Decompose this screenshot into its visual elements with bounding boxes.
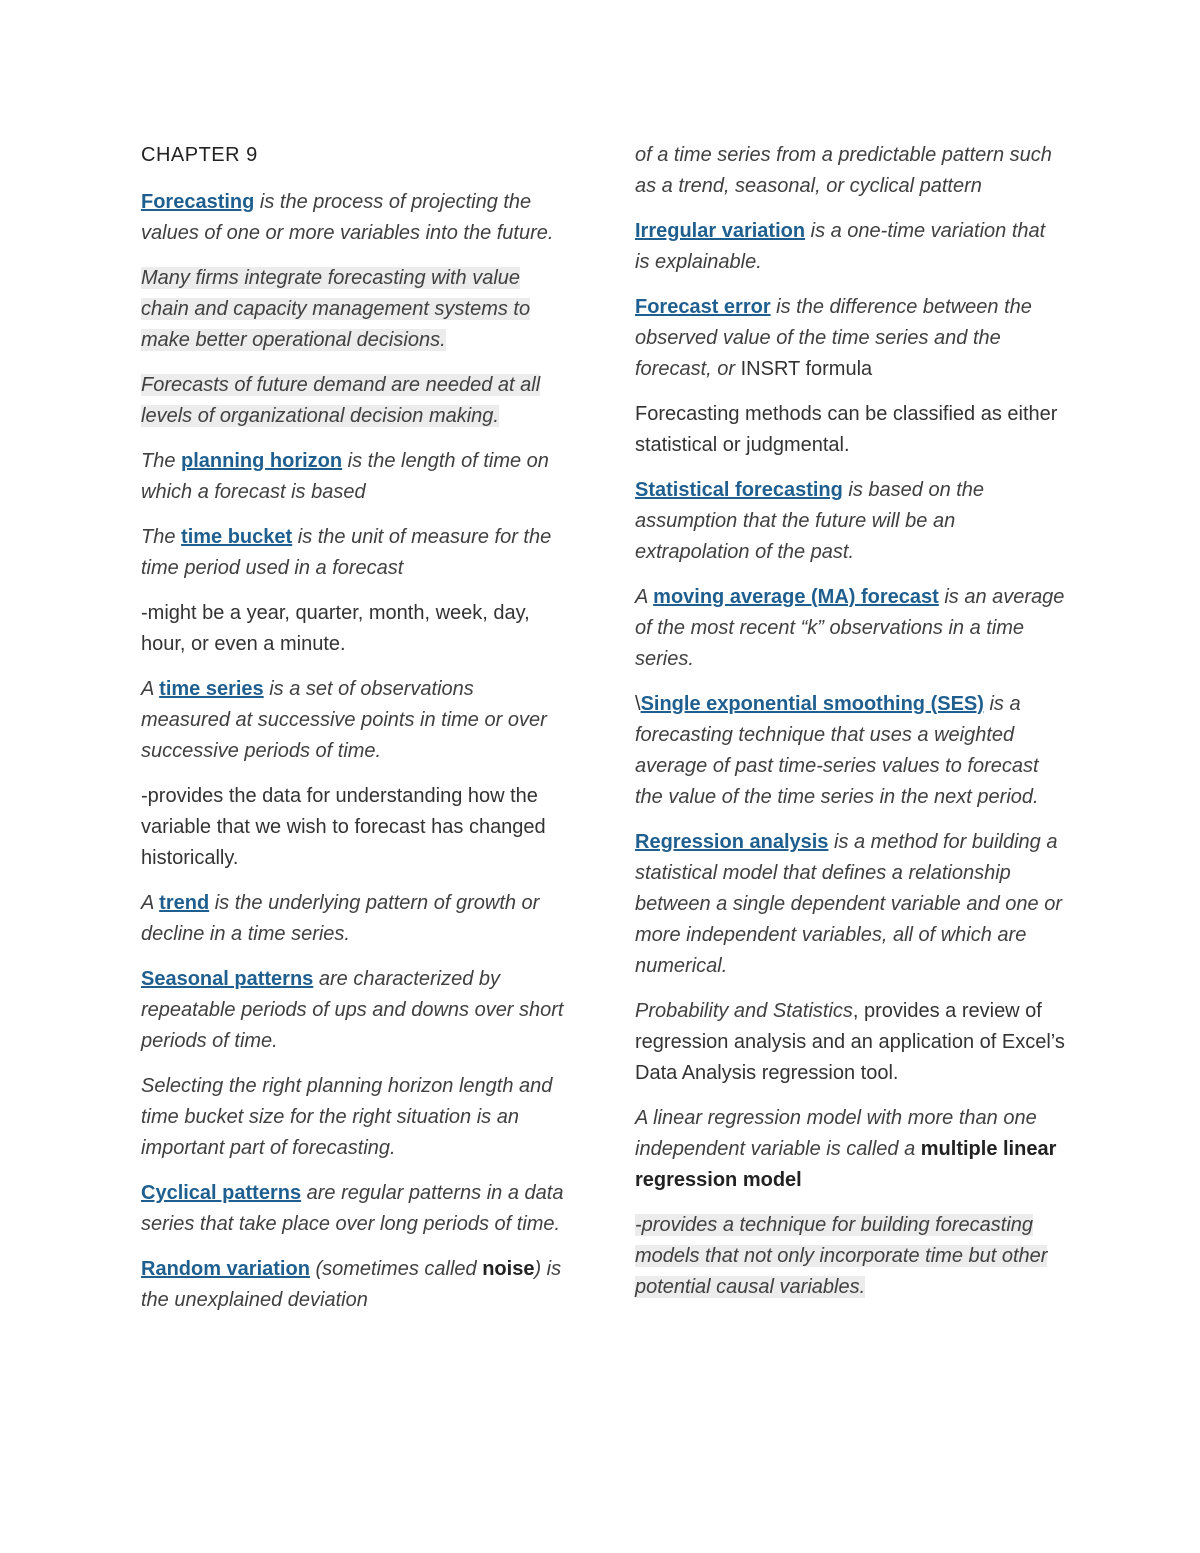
term-cyclical-patterns[interactable]: Cyclical patterns (141, 1182, 302, 1204)
paragraph-moving-average: A moving average (MA) forecast is an average of the most recent “k” observations in a time series. (635, 586, 1065, 670)
insert-formula-note: INSRT formula (740, 358, 873, 380)
paragraph-provides-technique (635, 1210, 1065, 1303)
term-seasonal-patterns[interactable]: Seasonal patterns (141, 968, 314, 990)
paragraph-irregular-variation: Irregular variation is a one-time variation that is explainable. (635, 220, 1046, 273)
term-regression-analysis[interactable]: Regression analysis (635, 831, 829, 853)
paragraph-ses: \Single exponential smoothing (SES) is a forecasting technique that uses a weighted average of past time-series values to forecast the value of the time series in the next period. (635, 693, 1039, 808)
paragraph-cyclical-patterns: Cyclical patterns are regular patterns in a data series that take place over long periods of time. (141, 1182, 564, 1235)
paragraph-multiple-regression: A linear regression model with more than one independent variable is called a multiple linear regression model (635, 1107, 1057, 1191)
paragraph-regression-analysis: Regression analysis is a method for building a statistical model that defines a relationship between a single dependent variable and one or more independent variables, all of which are numerical. (635, 831, 1062, 977)
term-planning-horizon[interactable]: planning horizon (181, 450, 343, 472)
highlighted-text: Many firms integrate forecasting with value chain and capacity management systems to make better operational decisions. (141, 267, 531, 351)
paragraph-might-be: -might be a year, quarter, month, week, day, hour, or even a minute. (141, 602, 530, 655)
paragraph-forecasts-demand (141, 370, 566, 432)
paragraph-continued: of a time series from a predictable pattern such as a trend, seasonal, or cyclical pattern (635, 144, 1052, 197)
paragraph-time-bucket: The time bucket is the unit of measure for the time period used in a forecast (141, 526, 552, 579)
left-column (141, 140, 566, 1330)
paragraph-selecting: Selecting the right planning horizon length and time bucket size for the right situation is an important part of forecasting. (141, 1075, 553, 1159)
term-time-series[interactable]: time series (159, 678, 264, 700)
paragraph-statistical-forecasting: Statistical forecasting is based on the assumption that the future will be an extrapolation of the past. (635, 479, 985, 563)
term-irregular-variation[interactable]: Irregular variation (635, 220, 806, 242)
paragraph-forecast-error: Forecast error is the difference between the observed value of the time series and the forecast, or INSRT formula (635, 296, 1032, 380)
term-statistical-forecasting[interactable]: Statistical forecasting (635, 479, 843, 501)
paragraph-methods-classified: Forecasting methods can be classified as either statistical or judgmental. (635, 403, 1058, 456)
paragraph-firms-integrate (141, 263, 566, 356)
paragraph-planning-horizon: The planning horizon is the length of time on which a forecast is based (141, 450, 549, 503)
term-multiple-linear-regression: multiple linear regression model (635, 1138, 1057, 1191)
term-forecasting[interactable]: Forecasting (141, 191, 255, 213)
term-random-variation[interactable]: Random variation (141, 1258, 310, 1280)
term-noise: noise (482, 1258, 535, 1280)
paragraph-provides-data: -provides the data for understanding how the variable that we wish to forecast has changed historically. (141, 785, 546, 869)
term-time-bucket[interactable]: time bucket (181, 526, 293, 548)
term-forecast-error[interactable]: Forecast error (635, 296, 771, 318)
term-moving-average[interactable]: moving average (MA) forecast (653, 586, 939, 608)
term-trend[interactable]: trend (159, 892, 210, 914)
paragraph-probability-statistics: Probability and Statistics, provides a review of regression analysis and an application of Excel’s Data Analysis regression tool. (635, 1000, 1065, 1084)
highlighted-text: Forecasts of future demand are needed at all levels of organizational decision making. (141, 374, 541, 427)
term-single-exponential-smoothing[interactable]: Single exponential smoothing (SES) (640, 693, 984, 715)
paragraph-trend: A trend is the underlying pattern of growth or decline in a time series. (141, 892, 540, 945)
paragraph-forecasting: Forecasting is the process of projecting the values of one or more variables into the future. (141, 191, 554, 244)
right-column (635, 140, 1065, 1317)
paragraph-time-series: A time series is a set of observations measured at successive points in time or over successive periods of time. (141, 678, 547, 762)
chapter-title: CHAPTER 9 (141, 144, 258, 166)
paragraph-seasonal-patterns: Seasonal patterns are characterized by repeatable periods of ups and downs over short periods of time. (141, 968, 564, 1052)
highlighted-text: -provides a technique for building forecasting models that not only incorporate time but other potential causal variables. (635, 1214, 1048, 1298)
paragraph-random-variation: Random variation (sometimes called noise) is the unexplained deviation (141, 1258, 562, 1311)
